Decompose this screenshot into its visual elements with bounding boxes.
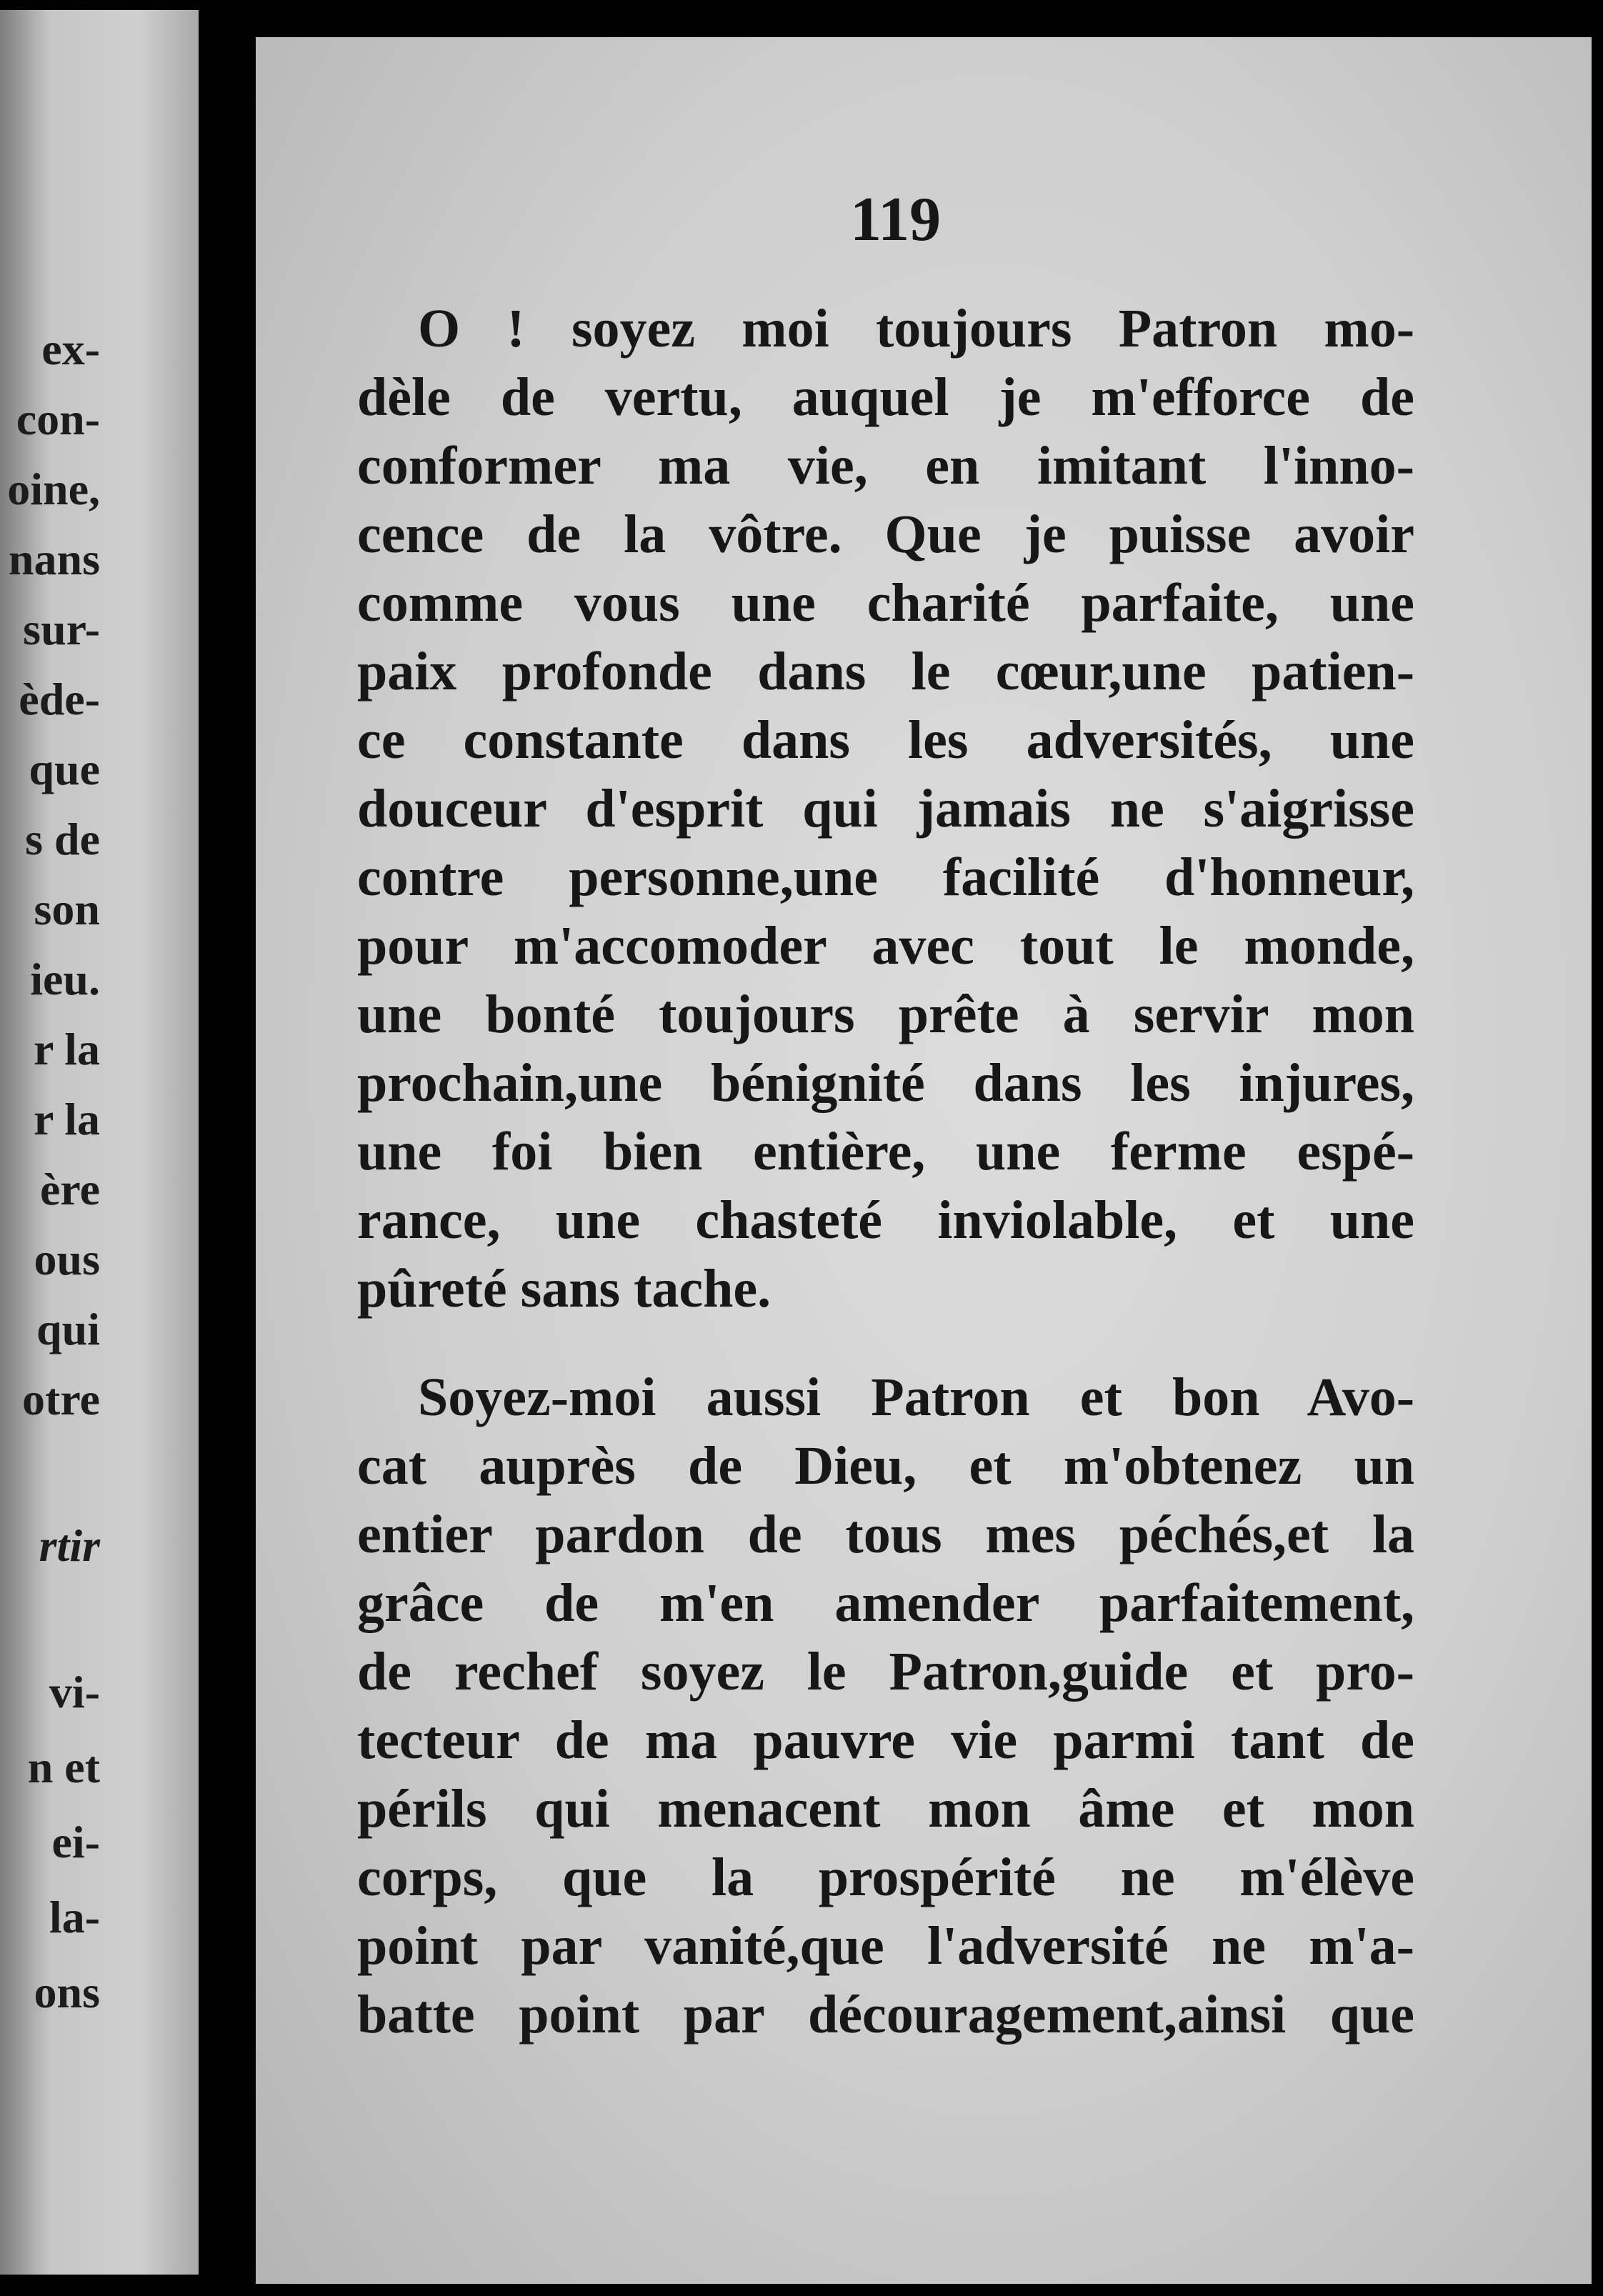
text-line: point par vanité,que l'adversité ne m'a- (357, 1916, 1414, 1976)
left-page-fragment: ous (34, 1234, 100, 1284)
left-page-fragment: oine, (7, 464, 100, 514)
left-page-fragment: r la (33, 1024, 100, 1074)
left-page-fragment: que (29, 744, 100, 794)
left-page-fragment: con- (16, 394, 100, 444)
text-line: comme vous une charité parfaite, une (357, 573, 1414, 633)
left-page-fragment: ède- (19, 674, 100, 724)
left-page-fragment: la- (49, 1892, 100, 1942)
left-page-fragment: nans (8, 534, 100, 584)
left-page-fragment: ieu. (30, 954, 100, 1004)
text-line: entier pardon de tous mes péchés,et la (357, 1504, 1414, 1564)
left-page-fragment: n et (27, 1742, 100, 1792)
text-line: prochain,une bénignité dans les injures, (357, 1053, 1414, 1113)
text-line: pour m'accomoder avec tout le monde, (357, 916, 1414, 976)
left-page-fragment: otre (22, 1374, 100, 1424)
text-line: conformer ma vie, en imitant l'inno- (357, 436, 1414, 496)
text-line: contre personne,une facilité d'honneur, (357, 847, 1414, 907)
page-number: 119 (850, 185, 942, 254)
text-line: batte point par découragement,ainsi que (357, 1985, 1414, 2045)
left-page-fragment: sur- (23, 604, 100, 654)
left-page (0, 10, 199, 2275)
left-page-fragment: ex- (41, 324, 100, 374)
left-page-fragment: rtir (39, 1520, 100, 1571)
left-page-fragment: qui (36, 1304, 100, 1354)
text-line: rance, une chasteté inviolable, et une (357, 1190, 1414, 1250)
book-gutter (199, 0, 256, 2296)
left-page-fragment: son (34, 884, 100, 934)
text-line: une foi bien entière, une ferme espé- (357, 1122, 1414, 1182)
left-page-fragment: r la (33, 1094, 100, 1144)
text-line: tecteur de ma pauvre vie parmi tant de (357, 1710, 1414, 1770)
left-page-fragment: ons (34, 1967, 100, 2017)
text-line: O ! soyez moi toujours Patron mo- (418, 299, 1414, 359)
left-page-fragment: s de (25, 814, 100, 864)
left-page-fragment: vi- (49, 1667, 100, 1717)
left-page-fragment: ère (39, 1164, 100, 1214)
text-line: cat auprès de Dieu, et m'obtenez un (357, 1436, 1414, 1496)
text-line: douceur d'esprit qui jamais ne s'aigrisse (357, 779, 1414, 839)
text-line: cence de la vôtre. Que je puisse avoir (357, 504, 1414, 564)
text-line: de rechef soyez le Patron,guide et pro- (357, 1642, 1414, 1702)
text-line: une bonté toujours prête à servir mon (357, 984, 1414, 1044)
text-line: paix profonde dans le cœur,une patien- (357, 642, 1414, 702)
text-line: Soyez-moi aussi Patron et bon Avo- (418, 1367, 1414, 1427)
text-line: périls qui menacent mon âme et mon (357, 1779, 1414, 1839)
text-line: grâce de m'en amender parfaitement, (357, 1573, 1414, 1633)
text-line: ce constante dans les adversités, une (357, 710, 1414, 770)
text-line: corps, que la prospérité ne m'élève (357, 1847, 1414, 1907)
text-line: pûreté sans tache. (357, 1259, 771, 1319)
left-page-fragment: ei- (51, 1817, 100, 1867)
text-line: dèle de vertu, auquel je m'efforce de (357, 367, 1414, 427)
